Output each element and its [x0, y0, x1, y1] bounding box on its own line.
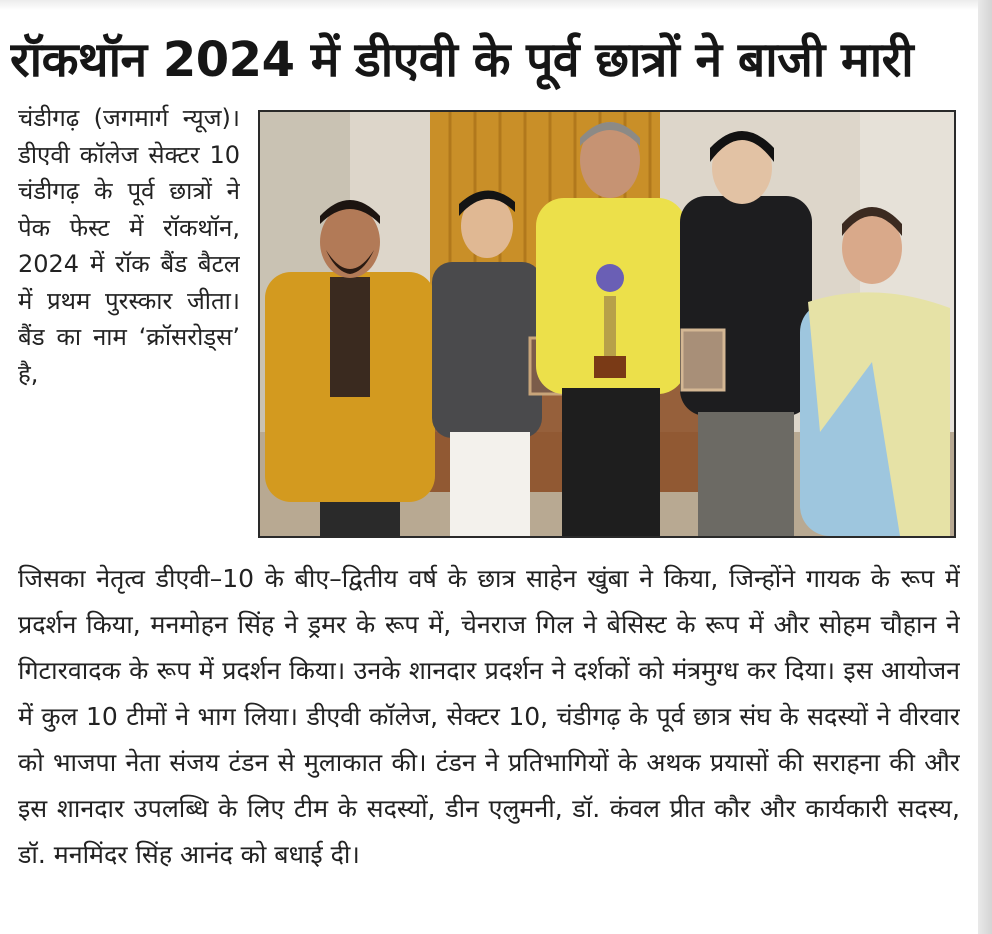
- article-body: जिसका नेतृत्व डीएवी–10 के बीए–द्वितीय वर्ष के छात्र साहेन खुंबा ने किया, जिन्होंने गायक के रूप में प्रदर्शन किया, मनमोहन सिंह ने ड्रमर के रूप में, चेनराज गिल ने बेसिस्ट के रूप में और सोहम चौहान ने गिटारवादक के रूप में प्रदर्शन किया। उनके शानदार प्रदर्शन ने दर्शकों को मंत्रमुग्ध कर दिया। इस आयोजन में कुल 10 टीमों ने भाग लिया। डीएवी कॉलेज, सेक्टर 10, चंडीगढ़ के पूर्व छात्र संघ के सदस्यों ने वीरवार को भाजपा नेता संजय टंडन से मुलाकात की। टंडन ने प्रतिभागियों के अथक प्रयासों की सराहना की और इस शानदार उपलब्धि के लिए टीम के सदस्यों, डीन एलुमनी, डॉ. कंवल प्रीत कौर और कार्यकारी सदस्य, डॉ. मनमिंदर सिंह आनंद को बधाई दी।: [18, 564, 960, 869]
- article-intro-column: चंडीगढ़ (जगमार्ग न्यूज)। डीएवी कॉलेज सेक्टर 10 चंडीगढ़ के पूर्व छात्रों ने पेक फेस्ट में रॉकथॉन, 2024 में रॉक बैंड बैटल में प्रथम पुरस्कार जीता। बैंड का नाम ‘क्रॉसरोड्स’ है,: [18, 104, 240, 388]
- article-headline: रॉकथॉन 2024 में डीएवी के पूर्व छात्रों ने बाजी मारी: [10, 32, 914, 88]
- news-photo: [258, 110, 956, 538]
- page-top-shadow: [0, 0, 992, 10]
- page-edge-shadow: [978, 0, 992, 934]
